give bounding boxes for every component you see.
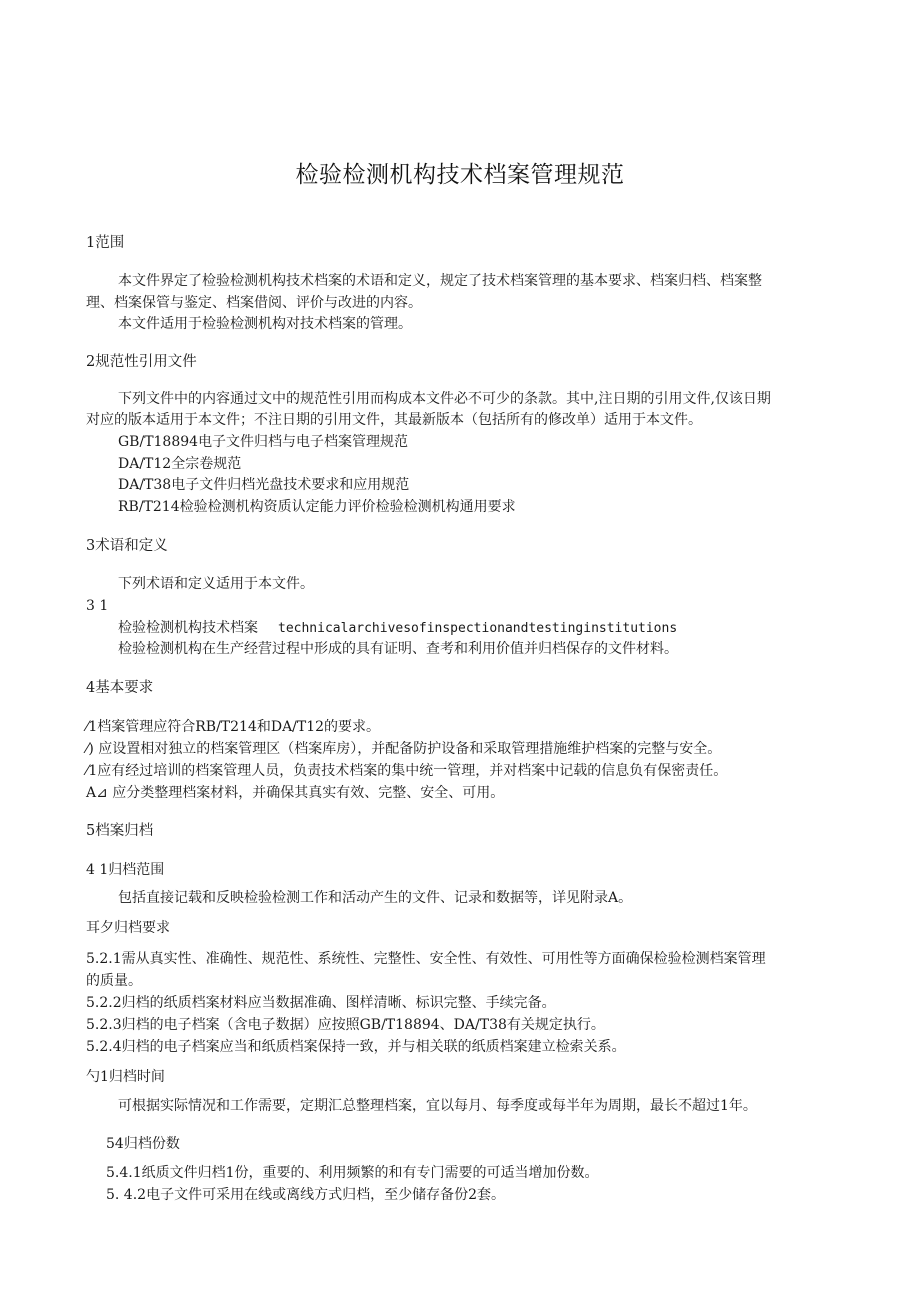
document-title: 检验检测机构技术档案管理规范 [295, 162, 625, 188]
section-1-para2: 本文件适用于检验检测机构对技术档案的管理。 [118, 316, 412, 332]
section-2-para-line2: 对应的版本适用于本文件；不注日期的引用文件，其最新版本（包括所有的修改单）适用于本文件。 [86, 412, 702, 428]
section-1-para-line2: 理、档案保管与鉴定、档案借阅、评价与改进的内容。 [86, 295, 422, 311]
clause-line: 5.4.1纸质文件归档1份，重要的、利用频繁的和有专门需要的可适当增加份数。 [106, 1165, 599, 1181]
term-definition: 检验检测机构在生产经营过程中形成的具有证明、查考和利用价值并归档保存的文件材料。 [118, 641, 678, 657]
subsection-text: 包括直接记载和反映检验检测工作和活动产生的文件、记录和数据等，详见附录A。 [118, 890, 633, 906]
section-2-para-line1: 下列文件中的内容通过文中的规范性引用而构成本文件必不可少的条款。其中,注日期的引用文件,仅该日期 [118, 391, 771, 407]
term-number: 3 1 [86, 598, 109, 614]
section-5-heading: 5档案归档 [86, 823, 154, 839]
requirement-item: ⁄) 应设置相对独立的档案管理区（档案库房），并配备防护设备和采取管理措施维护档案的完整与安全。 [86, 741, 722, 757]
reference-item: RB/T214检验检测机构资质认定能力评价检验检测机构通用要求 [118, 499, 516, 515]
clause-line: 5.2.2归档的纸质档案材料应当数据准确、图样清晰、标识完整、手续完备。 [86, 995, 556, 1011]
clause-line: 5.2.1需从真实性、准确性、规范性、系统性、完整性、安全性、有效性、可用性等方面确保检验检测档案管理 [86, 951, 766, 967]
requirement-item: A⊿ 应分类整理档案材料，并确保其真实有效、完整、安全、可用。 [86, 785, 505, 801]
clause-line: 5.2.3归档的电子档案（含电子数据）应按照GB/T18894、DA/T38有关规定执行。 [86, 1017, 605, 1033]
clause-line: 5.2.4归档的电子档案应当和纸质档案保持一致，并与相关联的纸质档案建立检索关系。 [86, 1039, 626, 1055]
section-3-para: 下列术语和定义适用于本文件。 [118, 576, 314, 592]
requirement-item: ⁄1档案管理应符合RB/T214和DA/T12的要求。 [86, 719, 381, 735]
reference-item: DA/T12全宗卷规范 [118, 456, 242, 472]
subsection-heading: 54归档份数 [106, 1136, 180, 1152]
subsection-heading: 耳夕归档要求 [86, 920, 170, 936]
requirement-item: ⁄1应有经过培训的档案管理人员，负责技术档案的集中统一管理，并对档案中记载的信息负有保密责任。 [86, 763, 728, 779]
clause-line: 5. 4.2电子文件可采用在线或离线方式归档，至少储存备份2套。 [106, 1187, 505, 1203]
term-chinese: 检验检测机构技术档案 [118, 620, 258, 636]
section-1-para-line1: 本文件界定了检验检测机构技术档案的术语和定义，规定了技术档案管理的基本要求、档案归档、档案整 [118, 273, 762, 289]
term-english: technicalarchivesofinspectionandtestinginstitutions [278, 621, 678, 636]
section-2-heading: 2规范性引用文件 [86, 354, 197, 370]
subsection-text: 可根据实际情况和工作需要，定期汇总整理档案，宜以每月、每季度或每半年为周期，最长不超过1年。 [118, 1098, 757, 1114]
reference-item: DA/T38电子文件归档光盘技术要求和应用规范 [118, 477, 410, 493]
section-4-heading: 4基本要求 [86, 680, 154, 696]
section-3-heading: 3术语和定义 [86, 538, 168, 554]
reference-item: GB/T18894电子文件归档与电子档案管理规范 [118, 434, 409, 450]
section-1-heading: 1范围 [86, 235, 125, 251]
clause-line: 的质量。 [86, 973, 142, 989]
subsection-heading: 勺1归档时间 [86, 1069, 165, 1085]
subsection-heading: 4 1归档范围 [86, 862, 165, 878]
